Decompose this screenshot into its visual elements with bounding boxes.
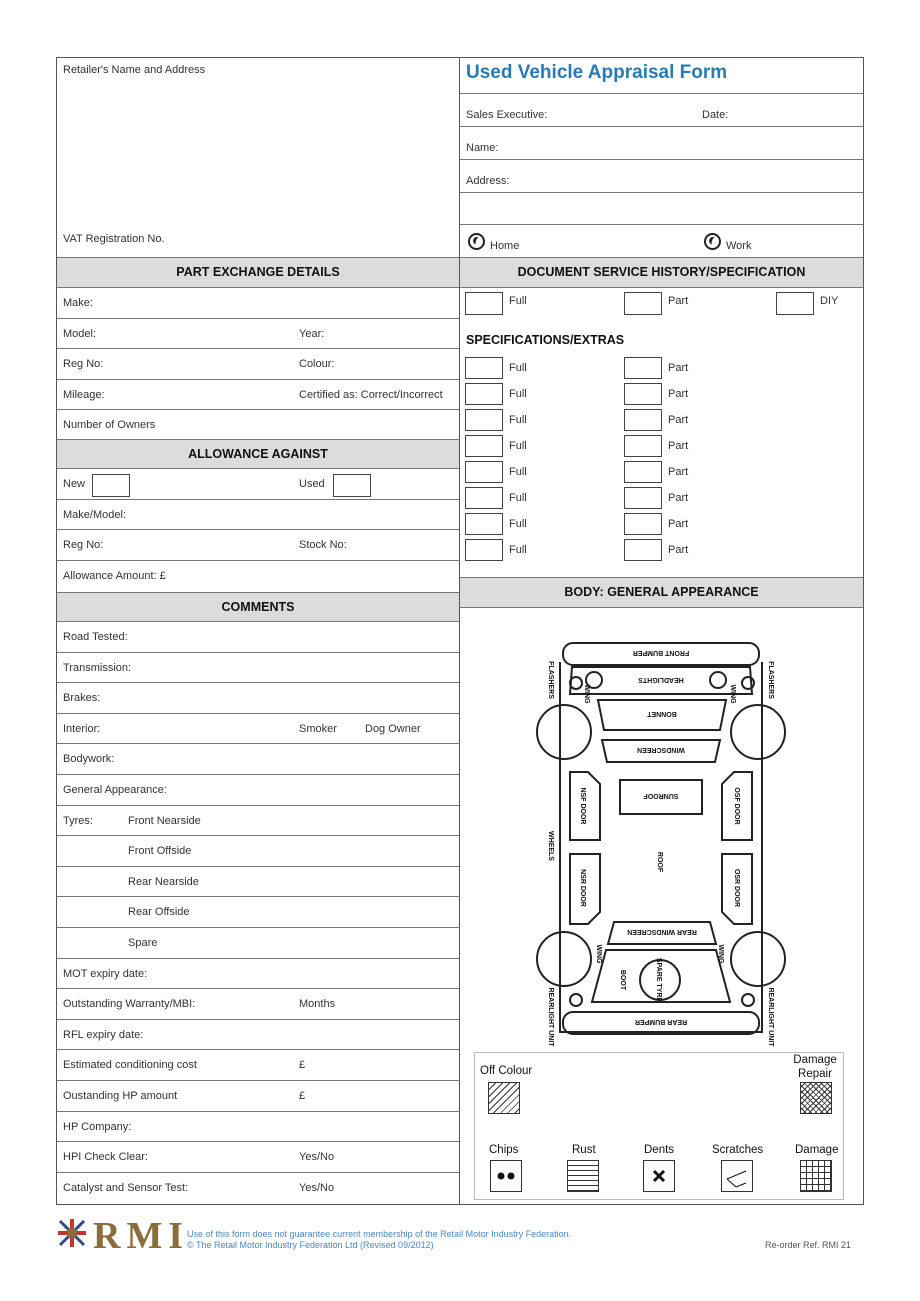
smoker-label: Smoker (299, 722, 337, 735)
rfl-row[interactable] (57, 1020, 459, 1051)
wheel-front-right (731, 705, 785, 759)
spec-full-label: Full (509, 492, 527, 504)
road-tested-row[interactable] (57, 622, 459, 653)
spec-part-checkbox[interactable] (624, 461, 662, 483)
tyres-rear-offside-row[interactable] (57, 897, 459, 928)
warranty-label: Outstanding Warranty/MBI: (63, 998, 196, 1011)
spec-full-label: Full (509, 544, 527, 556)
certified-label: Certified as: Correct/Incorrect (299, 388, 443, 401)
dog-owner-label: Dog Owner (365, 722, 421, 735)
wing-rear-left-text: WING (595, 944, 602, 964)
model-row[interactable] (57, 319, 459, 350)
mileage-label: Mileage: (63, 388, 105, 401)
sales-exec-label: Sales Executive: (466, 109, 548, 121)
front-offside-label: Front Offside (128, 845, 192, 858)
damage-legend (474, 1052, 844, 1200)
vat-label: VAT Registration No. (63, 233, 165, 245)
tyres-front-offside-row[interactable] (57, 836, 459, 867)
spec-full-checkbox[interactable] (465, 409, 503, 431)
spec-full-label: Full (509, 440, 527, 452)
spec-part-checkbox[interactable] (624, 383, 662, 405)
part-exchange-header: PART EXCHANGE DETAILS (57, 257, 459, 288)
rear-offside-label: Rear Offside (128, 906, 190, 919)
diy-checkbox[interactable] (776, 292, 814, 315)
wing-rear-right-text: WING (717, 944, 724, 964)
part-checkbox[interactable] (624, 292, 662, 315)
off-colour-swatch (488, 1082, 520, 1114)
phone-row (460, 226, 863, 258)
new-checkbox[interactable] (92, 474, 130, 497)
stock-no-label: Stock No: (299, 539, 347, 552)
months-label: Months (299, 998, 336, 1011)
mileage-row[interactable] (57, 380, 459, 411)
general-appearance-label: General Appearance: (63, 784, 167, 796)
address-row[interactable] (460, 160, 863, 193)
service-history-header: DOCUMENT SERVICE HISTORY/SPECIFICATION (460, 257, 863, 288)
damage-swatch (800, 1160, 832, 1192)
rear-bumper-text: REAR BUMPER (634, 1018, 688, 1025)
interior-label: Interior: (63, 722, 101, 735)
diy-label: DIY (820, 295, 839, 307)
rust-label: Rust (572, 1144, 596, 1156)
year-label: Year: (299, 327, 325, 340)
reg-no-label: Reg No: (63, 358, 104, 371)
damage-repair-swatch (800, 1082, 832, 1114)
spec-row (460, 537, 863, 563)
wing-front-left-text: WING (583, 684, 590, 704)
catalyst-yes-no: Yes/No (299, 1181, 335, 1194)
conditioning-label: Estimated conditioning cost (63, 1059, 197, 1072)
spec-full-checkbox[interactable] (465, 487, 503, 509)
rfl-label: RFL expiry date: (63, 1028, 144, 1041)
hpi-label: HPI Check Clear: (63, 1151, 148, 1164)
spec-part-label: Part (668, 440, 689, 452)
spec-full-label: Full (509, 414, 527, 426)
spec-part-checkbox[interactable] (624, 513, 662, 535)
spec-full-checkbox[interactable] (465, 539, 503, 561)
brakes-label: Brakes: (63, 692, 101, 705)
used-label: Used (299, 478, 325, 490)
hp-amount-label: Oustanding HP amount (63, 1090, 178, 1102)
headlight-right-circle-2 (742, 677, 754, 689)
nsr-door-text: NSR DOOR (579, 869, 586, 907)
tyres-rear-nearside-row[interactable] (57, 867, 459, 898)
hpi-row[interactable] (57, 1142, 459, 1173)
spec-part-checkbox[interactable] (624, 409, 662, 431)
damage-repair-label: Damage Repair (793, 1054, 837, 1080)
interior-row[interactable] (57, 714, 459, 745)
conditioning-row[interactable] (57, 1050, 459, 1081)
damage-label: Damage (795, 1144, 839, 1156)
footer-disclaimer (187, 1229, 571, 1251)
conditioning-pound: £ (299, 1059, 306, 1072)
rear-nearside-label: Rear Nearside (128, 875, 199, 888)
wheel-rear-left (537, 932, 591, 986)
comments-header: COMMENTS (57, 592, 459, 622)
sunroof-text: SUNROOF (643, 792, 679, 799)
spare-tyre-text: SPARE TYRE (655, 957, 662, 1003)
warranty-row[interactable] (57, 989, 459, 1020)
rmi-emblem-icon (56, 1217, 88, 1249)
allowance-amount-row[interactable] (57, 561, 459, 593)
owners-label: Number of Owners (63, 419, 156, 432)
spec-part-checkbox[interactable] (624, 539, 662, 561)
model-label: Model: (63, 327, 97, 340)
allowance-amount-label: Allowance Amount: £ (63, 569, 166, 582)
scratches-icon (722, 1161, 752, 1191)
spec-full-checkbox[interactable] (465, 461, 503, 483)
dents-icon (644, 1161, 674, 1191)
windscreen-text: WINDSCREEN (637, 746, 685, 753)
make-row[interactable] (57, 288, 459, 319)
spec-part-checkbox[interactable] (624, 435, 662, 457)
wheel-front-left (537, 705, 591, 759)
work-label: Work (726, 240, 752, 252)
boot-text: BOOT (619, 969, 626, 991)
hp-company-label: HP Company: (63, 1120, 132, 1133)
rearlight-right-circle (742, 994, 754, 1006)
spec-part-label: Part (668, 466, 689, 478)
reorder-ref: Re-order Ref. RMI 21 (765, 1240, 852, 1250)
spec-row (460, 511, 863, 537)
allowance-reg-row[interactable] (57, 530, 459, 561)
spec-full-label: Full (509, 362, 527, 374)
spec-row (460, 433, 863, 459)
spec-row (460, 355, 863, 381)
full-label: Full (509, 295, 527, 307)
rearlight-right-text: REARLIGHT UNIT (767, 987, 774, 1047)
scratches-swatch (721, 1160, 753, 1192)
osr-door-text: OSR DOOR (733, 868, 740, 908)
rearlight-left-circle (570, 994, 582, 1006)
body-appearance-header: BODY: GENERAL APPEARANCE (460, 577, 863, 608)
tyres-label: Tyres: (63, 814, 93, 827)
spec-full-checkbox[interactable] (465, 357, 503, 379)
bodywork-label: Bodywork: (63, 753, 115, 766)
tyres-spare-row[interactable] (57, 928, 459, 959)
date-label: Date: (702, 109, 729, 121)
rust-swatch (567, 1160, 599, 1192)
flashers-right-text: FLASHERS (767, 661, 774, 699)
catalyst-label: Catalyst and Sensor Test: (63, 1181, 189, 1194)
osf-door-text: OSF DOOR (733, 787, 740, 825)
mot-label: MOT expiry date: (63, 967, 148, 980)
wheel-rear-right (731, 932, 785, 986)
address-label: Address: (466, 175, 510, 187)
general-appearance-row[interactable] (57, 775, 459, 806)
address-row-2[interactable] (460, 193, 863, 225)
chips-label: Chips (489, 1144, 519, 1156)
headlights-text: HEADLIGHTS (638, 676, 684, 683)
spec-row (460, 459, 863, 485)
service-history-row (460, 288, 863, 318)
front-nearside-label: Front Nearside (128, 814, 201, 827)
part-label: Part (668, 295, 689, 307)
retailer-label: Retailer's Name and Address (63, 64, 206, 76)
used-checkbox[interactable] (333, 474, 371, 497)
make-model-row[interactable] (57, 500, 459, 531)
phone-icon (704, 233, 721, 250)
spec-part-label: Part (668, 518, 689, 530)
wheels-text: WHEELS (547, 831, 554, 861)
spec-full-label: Full (509, 518, 527, 530)
colour-label: Colour: (299, 358, 335, 371)
full-checkbox[interactable] (465, 292, 503, 315)
spec-full-checkbox[interactable] (465, 513, 503, 535)
allowance-reg-label: Reg No: (63, 539, 104, 552)
rearlight-left-text: REARLIGHT UNIT (547, 987, 554, 1047)
spec-part-label: Part (668, 362, 689, 374)
hp-amount-row[interactable] (57, 1081, 459, 1112)
owners-row[interactable] (57, 410, 459, 438)
new-label: New (63, 478, 86, 490)
spec-extras-title: SPECIFICATIONS/EXTRAS (466, 333, 625, 347)
chips-icon (491, 1161, 521, 1191)
retailer-section (57, 58, 459, 258)
sales-exec-row[interactable] (460, 94, 863, 127)
roof-text: ROOF (656, 851, 663, 873)
spec-row (460, 407, 863, 433)
home-label: Home (490, 240, 520, 252)
wing-front-right-text: WING (729, 684, 736, 704)
catalyst-row[interactable] (57, 1173, 459, 1204)
form-title: Used Vehicle Appraisal Form (466, 62, 728, 83)
bonnet-text: BONNET (647, 710, 677, 717)
spec-part-label: Part (668, 388, 689, 400)
spec-full-checkbox[interactable] (465, 435, 503, 457)
chips-swatch (490, 1160, 522, 1192)
flashers-left-text: FLASHERS (547, 661, 554, 699)
spec-part-label: Part (668, 492, 689, 504)
transmission-label: Transmission: (63, 661, 132, 674)
spec-full-label: Full (509, 388, 527, 400)
make-label: Make: (63, 297, 93, 309)
allowance-header: ALLOWANCE AGAINST (57, 439, 459, 469)
hp-amount-pound: £ (299, 1090, 306, 1102)
footer-line-2: © The Retail Motor Industry Federation Ltd (Revised 09/2012) (187, 1240, 434, 1250)
rmi-logo: RMI (93, 1215, 190, 1257)
spec-part-label: Part (668, 414, 689, 426)
name-label: Name: (466, 142, 499, 154)
dents-swatch (643, 1160, 675, 1192)
spec-part-checkbox[interactable] (624, 357, 662, 379)
spec-full-label: Full (509, 466, 527, 478)
hpi-yes-no: Yes/No (299, 1151, 335, 1164)
spec-row (460, 381, 863, 407)
nsf-door-text: NSF DOOR (579, 787, 586, 825)
footer-line-1: Use of this form does not guarantee current membership of the Retail Motor Industry Federation. (187, 1229, 572, 1239)
spec-part-checkbox[interactable] (624, 487, 662, 509)
dents-label: Dents (644, 1144, 675, 1156)
new-used-row (57, 469, 459, 500)
transmission-row[interactable] (57, 653, 459, 684)
name-row[interactable] (460, 127, 863, 160)
phone-icon (468, 233, 485, 250)
rear-windscreen-text: REAR WINDSCREEN (627, 928, 697, 935)
tyres-front-nearside-row[interactable] (57, 806, 459, 837)
hp-company-row[interactable] (57, 1112, 459, 1143)
off-colour-label: Off Colour (480, 1065, 533, 1077)
brakes-row[interactable] (57, 683, 459, 714)
road-tested-label: Road Tested: (63, 631, 128, 643)
spare-label: Spare (128, 937, 158, 949)
spec-part-label: Part (668, 544, 689, 556)
make-model-label: Make/Model: (63, 508, 126, 521)
car-diagram (520, 632, 820, 1052)
headlight-right-circle (710, 672, 726, 688)
spec-row (460, 485, 863, 511)
front-bumper-text: FRONT BUMPER (632, 649, 690, 656)
bodywork-row[interactable] (57, 744, 459, 775)
mot-row[interactable] (57, 959, 459, 990)
spec-full-checkbox[interactable] (465, 383, 503, 405)
scratches-label: Scratches (712, 1144, 764, 1156)
reg-no-row[interactable] (57, 349, 459, 380)
